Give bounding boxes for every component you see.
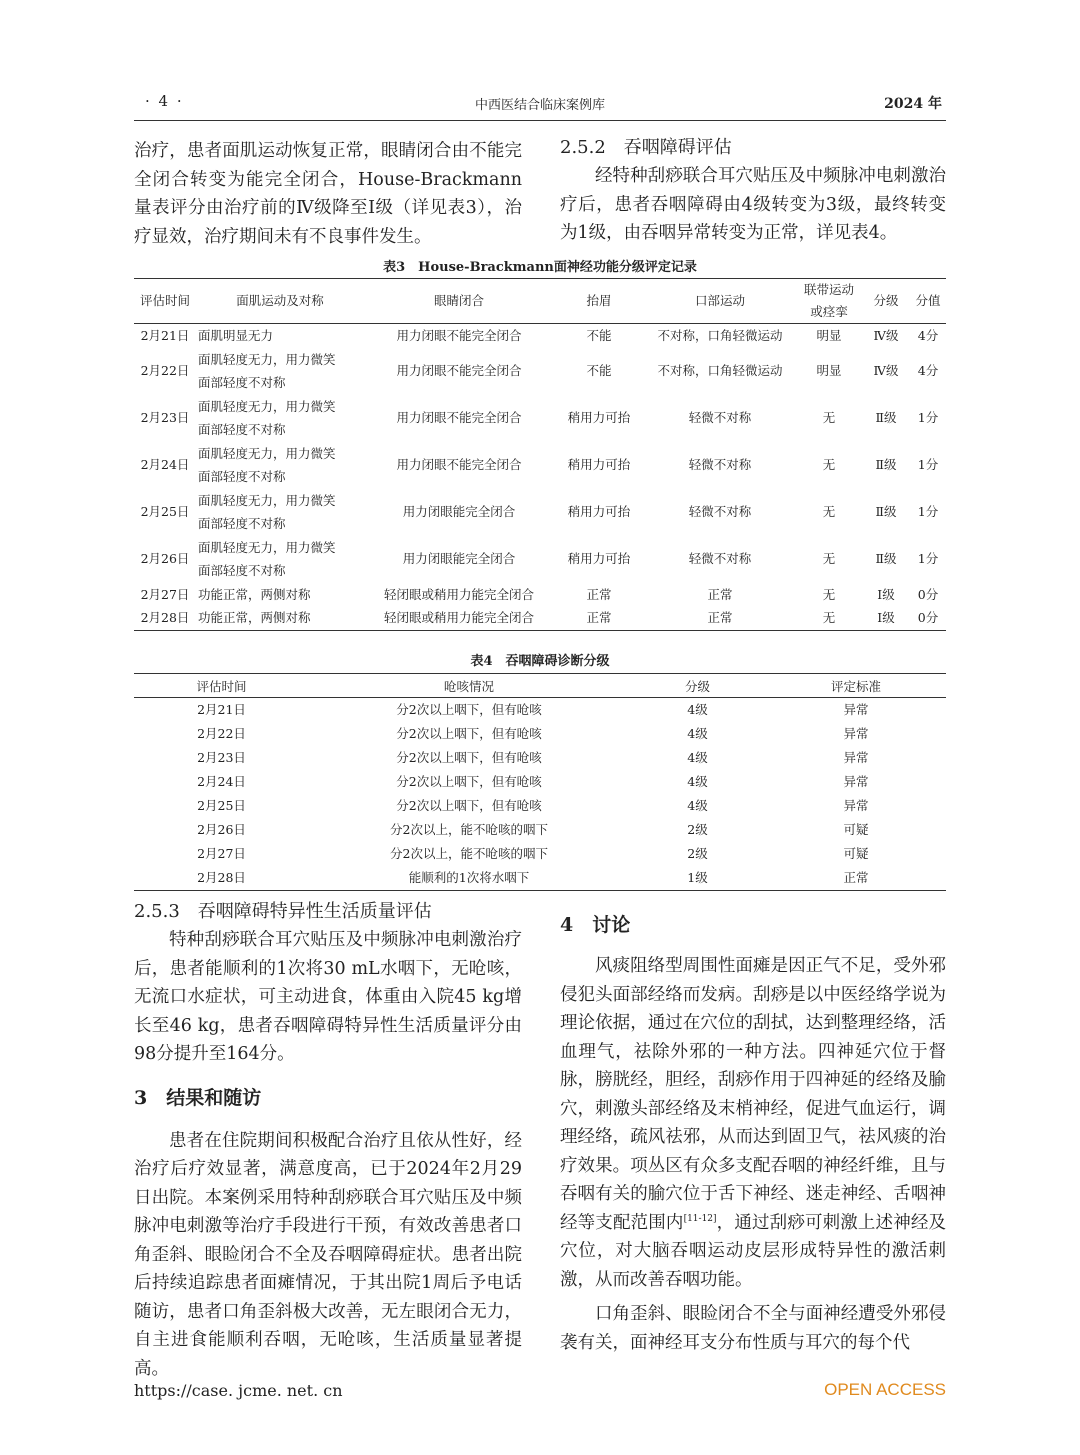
table3-header-synkinesis-line1: 联带运动 (803, 282, 854, 297)
cell-cough: 分2次以上咽下，但有呛咳 (396, 798, 542, 813)
table4 (134, 673, 946, 891)
cell-date: 2月22日 (140, 363, 190, 379)
cell-score: 4分 (917, 363, 939, 379)
cell-face-line1: 面肌轻度无力，用力微笑 (198, 351, 336, 367)
cell-mouth: 轻微不对称 (688, 410, 752, 426)
cell-synkinesis: 无 (822, 504, 836, 520)
table-row (134, 746, 946, 770)
cell-brow: 不能 (586, 328, 612, 343)
table-row (134, 395, 946, 442)
right-top-paragraph: 经特种刮痧联合耳穴贴压及中频脉冲电刺激治疗后，患者吞咽障碍由4级转变为3级，最终转变为1级，由吞咽异常转变为正常，详见表4。 (560, 166, 946, 243)
cell-face-line2: 面部轻度不对称 (198, 469, 286, 485)
table3-header-synkinesis (796, 279, 862, 324)
cell-face: 面肌明显无力 (198, 328, 274, 343)
cell-cough: 分2次以上，能不呛咳的咽下 (390, 822, 548, 837)
section-heading-2-5-2: 2.5.2 吞咽障碍评估 (560, 137, 732, 158)
left-bottom-paragraph-1: 特种刮痧联合耳穴贴压及中频脉冲电刺激治疗后，患者能顺利的1次将30 mL水咽下，无呛咳，无流口水症状，可主动进食，体重由入院45 kg增长至46 kg，患者吞咽障碍特异性生活质量评分由98分提升至164分。 (134, 930, 522, 1064)
cell-grade: 4级 (687, 798, 708, 813)
cell-date: 2月28日 (140, 610, 190, 626)
cell-score: 1分 (917, 551, 939, 567)
cell-synkinesis: 明显 (816, 328, 842, 343)
cell-synkinesis: 无 (822, 586, 836, 602)
cell-standard: 异常 (843, 750, 869, 765)
table4-header-row (134, 674, 946, 698)
cell-mouth: 轻微不对称 (688, 457, 752, 473)
table-row (134, 698, 946, 723)
cell-face (196, 442, 364, 489)
cell-standard: 异常 (843, 774, 869, 789)
cell-face (196, 348, 364, 395)
cell-grade: Ⅳ级 (873, 328, 899, 343)
cell-score: 1分 (917, 410, 939, 426)
table4-header-date: 评估时间 (134, 674, 309, 698)
cell-date: 2月24日 (197, 774, 246, 789)
cell-face-line2: 面部轻度不对称 (198, 375, 286, 391)
journal-year: 2024 年 (884, 96, 942, 112)
table3-caption: 表3 House-Brackmann面神经功能分级评定记录 (383, 260, 697, 275)
right-bottom-paragraph-1 (560, 952, 946, 1294)
cell-brow: 正常 (586, 586, 612, 602)
table-row (134, 489, 946, 536)
cell-cough: 分2次以上咽下，但有呛咳 (396, 726, 542, 741)
cell-date: 2月24日 (140, 457, 190, 473)
section-heading-3: 3 结果和随访 (134, 1086, 262, 1109)
cell-date: 2月23日 (197, 750, 246, 765)
cell-grade: Ⅰ级 (877, 610, 895, 626)
left-bottom-column (134, 898, 522, 1383)
open-access-badge: OPEN ACCESS (824, 1380, 946, 1399)
table3-header-brow: 抬眉 (554, 279, 644, 324)
discussion-text-a: 风痰阻络型周围性面瘫是因正气不足，受外邪侵犯头面部经络而发病。刮痧是以中医经络学说为理论依据，通过在穴位的刮拭，达到整理经络，活血理气，祛除外邪的一种方法。四神延穴位于督脉，膀胱经，胆经，刮痧作用于四神延的经络及腧穴，刺激头部经络及末梢神经，促进气血运行，调理经络，疏风祛邪，从而达到固卫气，祛风痰的治疗效果。项丛区有众多支配吞咽的神经纤维，且与吞咽有关的腧穴位于舌下神经、迷走神经、舌咽神经等支配范围内 (560, 956, 946, 1233)
table-row (134, 770, 946, 794)
table-row (134, 842, 946, 866)
cell-mouth: 正常 (707, 586, 733, 602)
cell-mouth: 轻微不对称 (688, 504, 752, 520)
left-bottom-paragraph-2: 患者在住院期间积极配合治疗且依从性好，经治疗后疗效显著，满意度高，已于2024年2月29日出院。本案例采用特种刮痧联合耳穴贴压及中频脉冲电刺激等治疗手段进行干预，有效改善患者口角歪斜、眼睑闭合不全及吞咽障碍症状。患者出院后持续追踪患者面瘫情况，于其出院1周后予电话随访，患者口角歪斜极大改善，无左眼闭合无力，自主进食能顺利吞咽，无呛咳，生活质量显著提高。 (134, 1130, 522, 1379)
table-row (134, 818, 946, 842)
cell-date: 2月28日 (197, 870, 246, 885)
table-row (134, 583, 946, 607)
table-row (134, 722, 946, 746)
cell-cough: 分2次以上咽下，但有呛咳 (396, 702, 542, 717)
cell-eye: 用力闭眼不能完全闭合 (396, 363, 522, 379)
table-row (134, 866, 946, 891)
cell-grade: 4级 (687, 726, 708, 741)
header-rule (134, 120, 946, 121)
cell-mouth: 不对称，口角轻微运动 (657, 363, 783, 379)
cell-standard: 异常 (843, 702, 869, 717)
table3-header-synkinesis-line2: 或痉挛 (810, 304, 848, 319)
cell-mouth: 轻微不对称 (688, 551, 752, 567)
table-row (134, 536, 946, 583)
cell-eye: 轻闭眼或稍用力能完全闭合 (383, 610, 534, 626)
cell-eye: 用力闭眼能完全闭合 (402, 551, 516, 567)
cell-face-line1: 面肌轻度无力，用力微笑 (198, 539, 336, 555)
journal-title: 中西医结合临床案例库 (474, 98, 605, 113)
cell-synkinesis: 无 (822, 457, 836, 473)
section-heading-2-5-3: 2.5.3 吞咽障碍特异性生活质量评估 (134, 901, 432, 922)
cell-brow: 不能 (586, 363, 612, 379)
cell-face (196, 536, 364, 583)
table4-header-standard: 评定标准 (766, 674, 946, 698)
right-bottom-column (560, 910, 946, 1357)
cell-grade: Ⅳ级 (873, 363, 899, 379)
cell-date: 2月26日 (140, 551, 190, 567)
cell-score: 1分 (917, 504, 939, 520)
right-bottom-paragraph-2: 口角歪斜、眼睑闭合不全与面神经遭受外邪侵袭有关，面神经耳支分布性质与耳穴的每个代 (560, 1304, 946, 1353)
cell-face-line1: 面肌轻度无力，用力微笑 (198, 398, 336, 414)
left-top-column (134, 137, 522, 251)
table-row (134, 606, 946, 630)
cell-grade: 2级 (687, 846, 708, 861)
discussion-text-b: ，通过刮痧可刺激上述神经及穴位，对大脑吞咽运动皮层形成特异性的激活刺激，从而改善吞咽功能。 (560, 1212, 947, 1290)
table-row (134, 348, 946, 395)
page-number: · 4 · (145, 92, 184, 110)
section-heading-4: 4 讨论 (560, 914, 631, 936)
cell-face-line1: 面肌轻度无力，用力微笑 (198, 445, 336, 461)
cell-date: 2月22日 (197, 726, 246, 741)
citation-11-12[interactable]: [11-12] (683, 1213, 717, 1224)
cell-grade: 4级 (687, 702, 708, 717)
cell-face (196, 395, 364, 442)
cell-synkinesis: 无 (822, 551, 836, 567)
cell-score: 0分 (917, 610, 939, 626)
cell-date: 2月27日 (140, 586, 190, 602)
table3-header-row (134, 279, 946, 324)
cell-face: 功能正常，两侧对称 (198, 586, 311, 602)
table3-header-grade: 分级 (862, 279, 910, 324)
cell-score: 1分 (917, 457, 939, 473)
table4-caption: 表4 吞咽障碍诊断分级 (470, 654, 610, 669)
cell-standard: 异常 (843, 798, 869, 813)
cell-face-line2: 面部轻度不对称 (198, 422, 286, 438)
cell-eye: 轻闭眼或稍用力能完全闭合 (383, 586, 534, 602)
cell-date: 2月25日 (140, 504, 190, 520)
table3 (134, 278, 946, 631)
table-row (134, 324, 946, 348)
cell-cough: 能顺利的1次将水咽下 (408, 870, 530, 885)
cell-eye: 用力闭眼能完全闭合 (402, 504, 516, 520)
cell-brow: 稍用力可抬 (567, 551, 631, 567)
cell-face-line2: 面部轻度不对称 (198, 563, 286, 579)
cell-grade: 4级 (687, 774, 708, 789)
cell-date: 2月21日 (140, 328, 190, 343)
cell-cough: 分2次以上，能不呛咳的咽下 (390, 846, 548, 861)
table-row (134, 442, 946, 489)
left-top-paragraph: 治疗，患者面肌运动恢复正常，眼睛闭合由不能完全闭合转变为能完全闭合，House-Brackmann 量表评分由治疗前的Ⅳ级降至Ⅰ级（详见表3），治疗显效，治疗期间未有不良事件发生。 (134, 141, 522, 247)
cell-grade: 2级 (687, 822, 708, 837)
table-row (134, 794, 946, 818)
cell-standard: 异常 (843, 726, 869, 741)
cell-standard: 可疑 (843, 822, 869, 837)
cell-brow: 稍用力可抬 (567, 457, 631, 473)
cell-face-line1: 面肌轻度无力，用力微笑 (198, 492, 336, 508)
cell-face: 功能正常，两侧对称 (198, 610, 311, 626)
cell-grade: Ⅱ级 (875, 410, 897, 426)
cell-synkinesis: 无 (822, 610, 836, 626)
cell-date: 2月23日 (140, 410, 190, 426)
cell-mouth: 正常 (707, 610, 733, 626)
cell-eye: 用力闭眼不能完全闭合 (396, 328, 522, 343)
cell-grade: 4级 (687, 750, 708, 765)
cell-eye: 用力闭眼不能完全闭合 (396, 410, 522, 426)
table4-header-cough: 呛咳情况 (309, 674, 629, 698)
cell-score: 0分 (917, 586, 939, 602)
cell-standard: 正常 (843, 870, 869, 885)
cell-eye: 用力闭眼不能完全闭合 (396, 457, 522, 473)
cell-standard: 可疑 (843, 846, 869, 861)
table3-header-eye: 眼睛闭合 (364, 279, 554, 324)
right-top-column (560, 134, 946, 248)
table4-header-grade: 分级 (629, 674, 766, 698)
table3-header-mouth: 口部运动 (644, 279, 796, 324)
cell-cough: 分2次以上咽下，但有呛咳 (396, 750, 542, 765)
cell-date: 2月21日 (197, 702, 246, 717)
cell-synkinesis: 明显 (816, 363, 842, 379)
cell-synkinesis: 无 (822, 410, 836, 426)
table3-header-date: 评估时间 (134, 279, 196, 324)
cell-grade: Ⅱ级 (875, 551, 897, 567)
footer-url[interactable]: https://case. jcme. net. cn (134, 1381, 343, 1400)
cell-brow: 稍用力可抬 (567, 410, 631, 426)
cell-grade: 1级 (687, 870, 708, 885)
cell-grade: Ⅱ级 (875, 457, 897, 473)
cell-date: 2月25日 (197, 798, 246, 813)
cell-date: 2月26日 (197, 822, 246, 837)
cell-grade: Ⅰ级 (877, 586, 895, 602)
cell-brow: 正常 (586, 610, 612, 626)
cell-face-line2: 面部轻度不对称 (198, 516, 286, 532)
cell-mouth: 不对称，口角轻微运动 (657, 328, 783, 343)
table3-header-face: 面肌运动及对称 (196, 279, 364, 324)
cell-date: 2月27日 (197, 846, 246, 861)
cell-cough: 分2次以上咽下，但有呛咳 (396, 774, 542, 789)
cell-face (196, 489, 364, 536)
cell-brow: 稍用力可抬 (567, 504, 631, 520)
table3-header-score: 分值 (910, 279, 946, 324)
cell-grade: Ⅱ级 (875, 504, 897, 520)
cell-score: 4分 (917, 328, 939, 343)
